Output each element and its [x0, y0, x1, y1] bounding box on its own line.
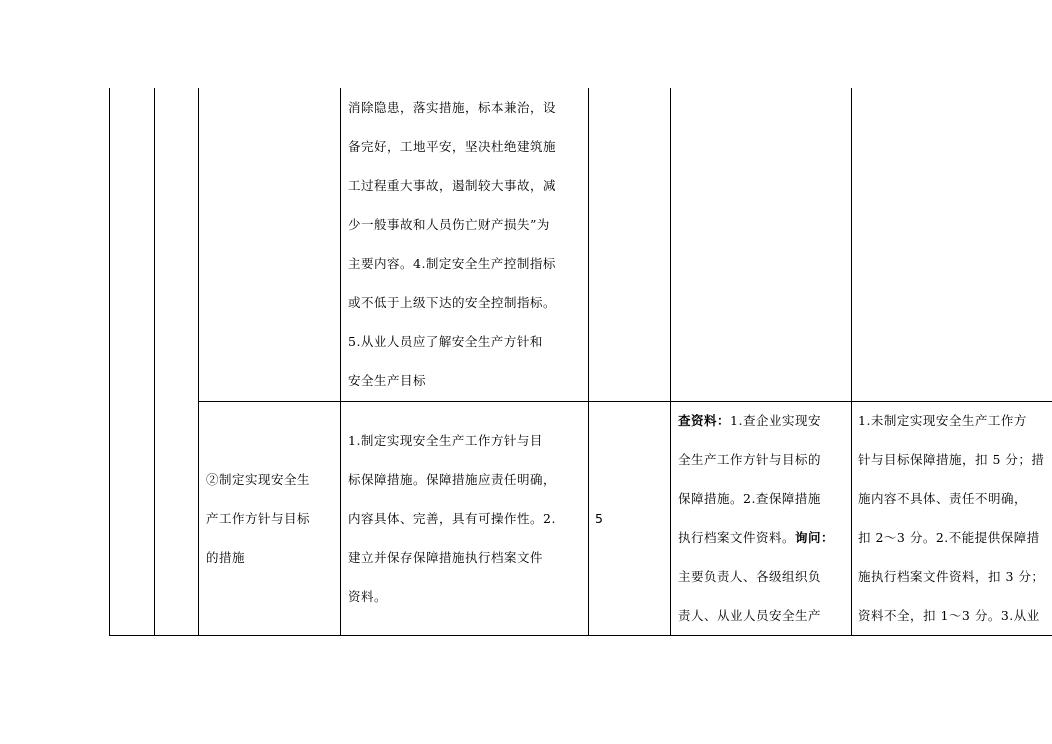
method-cell: [678, 401, 850, 635]
requirement-line: 工过程重大事故，遏制较大事故，减: [348, 178, 557, 193]
requirement-line: 主要内容。4.制定安全生产控制指标: [348, 256, 556, 271]
deduction-line: 资料不全，扣 1～3 分。3.从业: [858, 608, 1040, 623]
method-line: 责人、从业人员安全生产: [678, 608, 822, 623]
requirement-line: 1.制定实现安全生产工作方针与目: [348, 433, 543, 448]
requirement-line: 标保障措施。保障措施应责任明确，: [348, 472, 557, 487]
item-line: 的措施: [206, 550, 246, 565]
method-line: [678, 518, 850, 557]
column-divider-3: [340, 88, 341, 636]
requirement-line: 或不低于上级下达的安全控制指标。: [348, 295, 557, 310]
column-divider-4: [588, 88, 589, 636]
item-name-cell: [206, 460, 338, 577]
deduction-line: 扣 2～3 分。2.不能提供保障措: [858, 530, 1040, 545]
method-line: 全生产工作方针与目标的: [678, 452, 822, 467]
method-line: 主要负责人、各级组织负: [678, 569, 822, 584]
method-line: [678, 401, 850, 440]
item-line: ②制定实现安全生: [206, 472, 311, 487]
check-docs-label: 查资料：: [678, 413, 731, 428]
deduction-cell: [858, 401, 1052, 635]
top-requirement-cell: [348, 88, 586, 400]
requirement-line: 建立并保存保障措施执行档案文件: [348, 550, 544, 565]
table-border-bottom: [109, 635, 1052, 636]
requirement-line: 5.从业人员应了解安全生产方针和: [348, 334, 543, 349]
column-divider-2: [198, 88, 199, 636]
requirement-line: 少一般事故和人员伤亡财产损失”为: [348, 217, 550, 232]
inquiry-label: 询问：: [795, 530, 835, 545]
deduction-line: 施内容不具体、责任不明确，: [858, 491, 1028, 506]
deduction-line: 针与目标保障措施，扣 5 分；措: [858, 452, 1045, 467]
method-line: 保障措施。2.查保障措施: [678, 491, 821, 506]
requirement-line: 备完好，工地平安，坚决杜绝建筑施: [348, 139, 557, 154]
column-divider-1: [154, 88, 155, 636]
table-border-left: [109, 88, 110, 636]
requirement-cell: [348, 421, 586, 616]
requirement-line: 资料。: [348, 589, 388, 604]
score-value: 5: [595, 511, 604, 526]
deduction-line: 施执行档案文件资料，扣 3 分；: [858, 569, 1045, 584]
method-text: 1.查企业实现安: [730, 413, 821, 428]
item-line: 产工作方针与目标: [206, 511, 311, 526]
column-divider-5: [670, 88, 671, 636]
column-divider-6: [851, 88, 852, 636]
requirement-line: 消除隐患，落实措施，标本兼治，设: [348, 100, 557, 115]
score-cell: [595, 499, 603, 538]
deduction-line: 1.未制定实现安全生产工作方: [858, 413, 1027, 428]
requirement-line: 内容具体、完善，具有可操作性。2.: [348, 511, 556, 526]
method-text: 执行档案文件资料。: [678, 530, 796, 545]
requirement-line: 安全生产目标: [348, 373, 427, 388]
